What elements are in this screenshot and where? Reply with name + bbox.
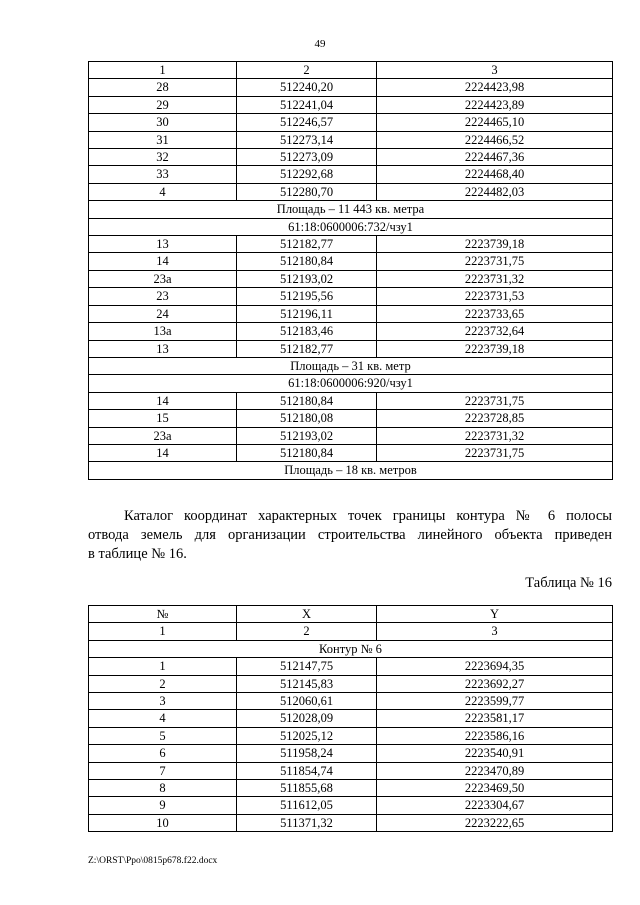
section-cell: 61:18:0600006:920/чзу1 [89, 375, 613, 392]
table-header-row [89, 606, 613, 623]
y-coordinate-cell: 2223733,65 [377, 305, 613, 322]
table-header-row [89, 62, 613, 79]
table-row [89, 305, 613, 322]
column-number-cell: 3 [377, 62, 613, 79]
point-number-cell: 5 [89, 727, 237, 744]
point-number-cell: 4 [89, 710, 237, 727]
table1-body [89, 62, 613, 480]
contour-label-row [89, 640, 613, 657]
y-coordinate-cell: 2223731,75 [377, 444, 613, 461]
x-coordinate-cell: 512280,70 [237, 183, 377, 200]
table-row [89, 780, 613, 797]
table-row [89, 79, 613, 96]
y-coordinate-cell: 2223540,91 [377, 745, 613, 762]
y-coordinate-cell: 2223469,50 [377, 780, 613, 797]
point-number-cell: 30 [89, 114, 237, 131]
y-coordinate-cell: 2223731,75 [377, 253, 613, 270]
y-coordinate-cell: 2223692,27 [377, 675, 613, 692]
paragraph-line: отвода земель для организации строительства линейного объекта приведен [88, 527, 612, 543]
table-row [89, 410, 613, 427]
header-cell-number: № [89, 606, 237, 623]
point-number-cell: 9 [89, 797, 237, 814]
point-number-cell: 14 [89, 444, 237, 461]
coordinates-table-16 [88, 605, 613, 832]
table-row [89, 797, 613, 814]
section-cell: Площадь – 18 кв. метров [89, 462, 613, 479]
table-row [89, 236, 613, 253]
point-number-cell: 15 [89, 410, 237, 427]
y-coordinate-cell: 2224468,40 [377, 166, 613, 183]
y-coordinate-cell: 2223731,32 [377, 270, 613, 287]
table-row [89, 710, 613, 727]
y-coordinate-cell: 2223470,89 [377, 762, 613, 779]
table-row [89, 96, 613, 113]
x-coordinate-cell: 512145,83 [237, 675, 377, 692]
table-row [89, 149, 613, 166]
x-coordinate-cell: 512028,09 [237, 710, 377, 727]
y-coordinate-cell: 2224423,98 [377, 79, 613, 96]
point-number-cell: 7 [89, 762, 237, 779]
table-row [89, 762, 613, 779]
point-number-cell: 13а [89, 323, 237, 340]
section-row [89, 201, 613, 218]
section-row [89, 462, 613, 479]
table-row [89, 323, 613, 340]
point-number-cell: 6 [89, 745, 237, 762]
x-coordinate-cell: 512292,68 [237, 166, 377, 183]
x-coordinate-cell: 512241,04 [237, 96, 377, 113]
x-coordinate-cell: 512196,11 [237, 305, 377, 322]
point-number-cell: 23а [89, 427, 237, 444]
table-row [89, 183, 613, 200]
table-caption: Таблица № 16 [525, 575, 612, 591]
x-coordinate-cell: 511612,05 [237, 797, 377, 814]
point-number-cell: 28 [89, 79, 237, 96]
y-coordinate-cell: 2224466,52 [377, 131, 613, 148]
y-coordinate-cell: 2223222,65 [377, 814, 613, 831]
table-row [89, 658, 613, 675]
x-coordinate-cell: 512180,84 [237, 392, 377, 409]
table-row [89, 444, 613, 461]
x-coordinate-cell: 512183,46 [237, 323, 377, 340]
column-number-row [89, 623, 613, 640]
table-row [89, 114, 613, 131]
x-coordinate-cell: 512273,14 [237, 131, 377, 148]
header-cell-x: X [237, 606, 377, 623]
point-number-cell: 24 [89, 305, 237, 322]
point-number-cell: 13 [89, 236, 237, 253]
section-cell: Площадь – 31 кв. метр [89, 357, 613, 374]
x-coordinate-cell: 511854,74 [237, 762, 377, 779]
point-number-cell: 31 [89, 131, 237, 148]
table-row [89, 427, 613, 444]
y-coordinate-cell: 2223731,75 [377, 392, 613, 409]
point-number-cell: 2 [89, 675, 237, 692]
y-coordinate-cell: 2224482,03 [377, 183, 613, 200]
x-coordinate-cell: 512273,09 [237, 149, 377, 166]
point-number-cell: 1 [89, 658, 237, 675]
x-coordinate-cell: 512025,12 [237, 727, 377, 744]
table-row [89, 745, 613, 762]
y-coordinate-cell: 2223739,18 [377, 340, 613, 357]
table-row [89, 693, 613, 710]
section-row [89, 357, 613, 374]
table2-body [89, 606, 613, 832]
table-row [89, 253, 613, 270]
column-number-cell: 1 [89, 623, 237, 640]
y-coordinate-cell: 2224423,89 [377, 96, 613, 113]
x-coordinate-cell: 512240,20 [237, 79, 377, 96]
header-cell-y: Y [377, 606, 613, 623]
point-number-cell: 10 [89, 814, 237, 831]
table-row [89, 814, 613, 831]
section-cell: 61:18:0600006:732/чзу1 [89, 218, 613, 235]
y-coordinate-cell: 2223732,64 [377, 323, 613, 340]
x-coordinate-cell: 511855,68 [237, 780, 377, 797]
y-coordinate-cell: 2224465,10 [377, 114, 613, 131]
point-number-cell: 14 [89, 253, 237, 270]
y-coordinate-cell: 2223586,16 [377, 727, 613, 744]
y-coordinate-cell: 2223304,67 [377, 797, 613, 814]
table-row [89, 675, 613, 692]
table-row [89, 392, 613, 409]
section-row [89, 218, 613, 235]
y-coordinate-cell: 2223694,35 [377, 658, 613, 675]
column-number-cell: 3 [377, 623, 613, 640]
point-number-cell: 14 [89, 392, 237, 409]
x-coordinate-cell: 512180,84 [237, 253, 377, 270]
point-number-cell: 4 [89, 183, 237, 200]
section-row [89, 375, 613, 392]
point-number-cell: 3 [89, 693, 237, 710]
catalog-description [88, 507, 612, 564]
y-coordinate-cell: 2224467,36 [377, 149, 613, 166]
x-coordinate-cell: 512182,77 [237, 236, 377, 253]
point-number-cell: 23 [89, 288, 237, 305]
x-coordinate-cell: 512195,56 [237, 288, 377, 305]
point-number-cell: 13 [89, 340, 237, 357]
table-row [89, 727, 613, 744]
x-coordinate-cell: 512180,84 [237, 444, 377, 461]
x-coordinate-cell: 512193,02 [237, 427, 377, 444]
coordinates-table-continued [88, 61, 613, 480]
y-coordinate-cell: 2223739,18 [377, 236, 613, 253]
column-number-cell: 2 [237, 623, 377, 640]
table-row [89, 131, 613, 148]
x-coordinate-cell: 512246,57 [237, 114, 377, 131]
x-coordinate-cell: 512147,75 [237, 658, 377, 675]
y-coordinate-cell: 2223728,85 [377, 410, 613, 427]
section-cell: Площадь – 11 443 кв. метра [89, 201, 613, 218]
y-coordinate-cell: 2223731,53 [377, 288, 613, 305]
y-coordinate-cell: 2223581,17 [377, 710, 613, 727]
y-coordinate-cell: 2223731,32 [377, 427, 613, 444]
table-row [89, 288, 613, 305]
y-coordinate-cell: 2223599,77 [377, 693, 613, 710]
x-coordinate-cell: 512060,61 [237, 693, 377, 710]
page-number: 49 [314, 38, 326, 50]
table-row [89, 166, 613, 183]
point-number-cell: 33 [89, 166, 237, 183]
x-coordinate-cell: 511958,24 [237, 745, 377, 762]
x-coordinate-cell: 512182,77 [237, 340, 377, 357]
contour-label: Контур № 6 [89, 640, 613, 657]
point-number-cell: 23а [89, 270, 237, 287]
footer-file-path: Z:\ORST\Ppo\0815p678.f22.docx [88, 856, 218, 866]
x-coordinate-cell: 512193,02 [237, 270, 377, 287]
paragraph-line: в таблице № 16. [88, 546, 187, 562]
table-row [89, 270, 613, 287]
x-coordinate-cell: 512180,08 [237, 410, 377, 427]
column-number-cell: 1 [89, 62, 237, 79]
point-number-cell: 32 [89, 149, 237, 166]
column-number-cell: 2 [237, 62, 377, 79]
point-number-cell: 29 [89, 96, 237, 113]
point-number-cell: 8 [89, 780, 237, 797]
paragraph-line: Каталог координат характерных точек границы контура № 6 полосы [124, 508, 612, 524]
x-coordinate-cell: 511371,32 [237, 814, 377, 831]
table-row [89, 340, 613, 357]
